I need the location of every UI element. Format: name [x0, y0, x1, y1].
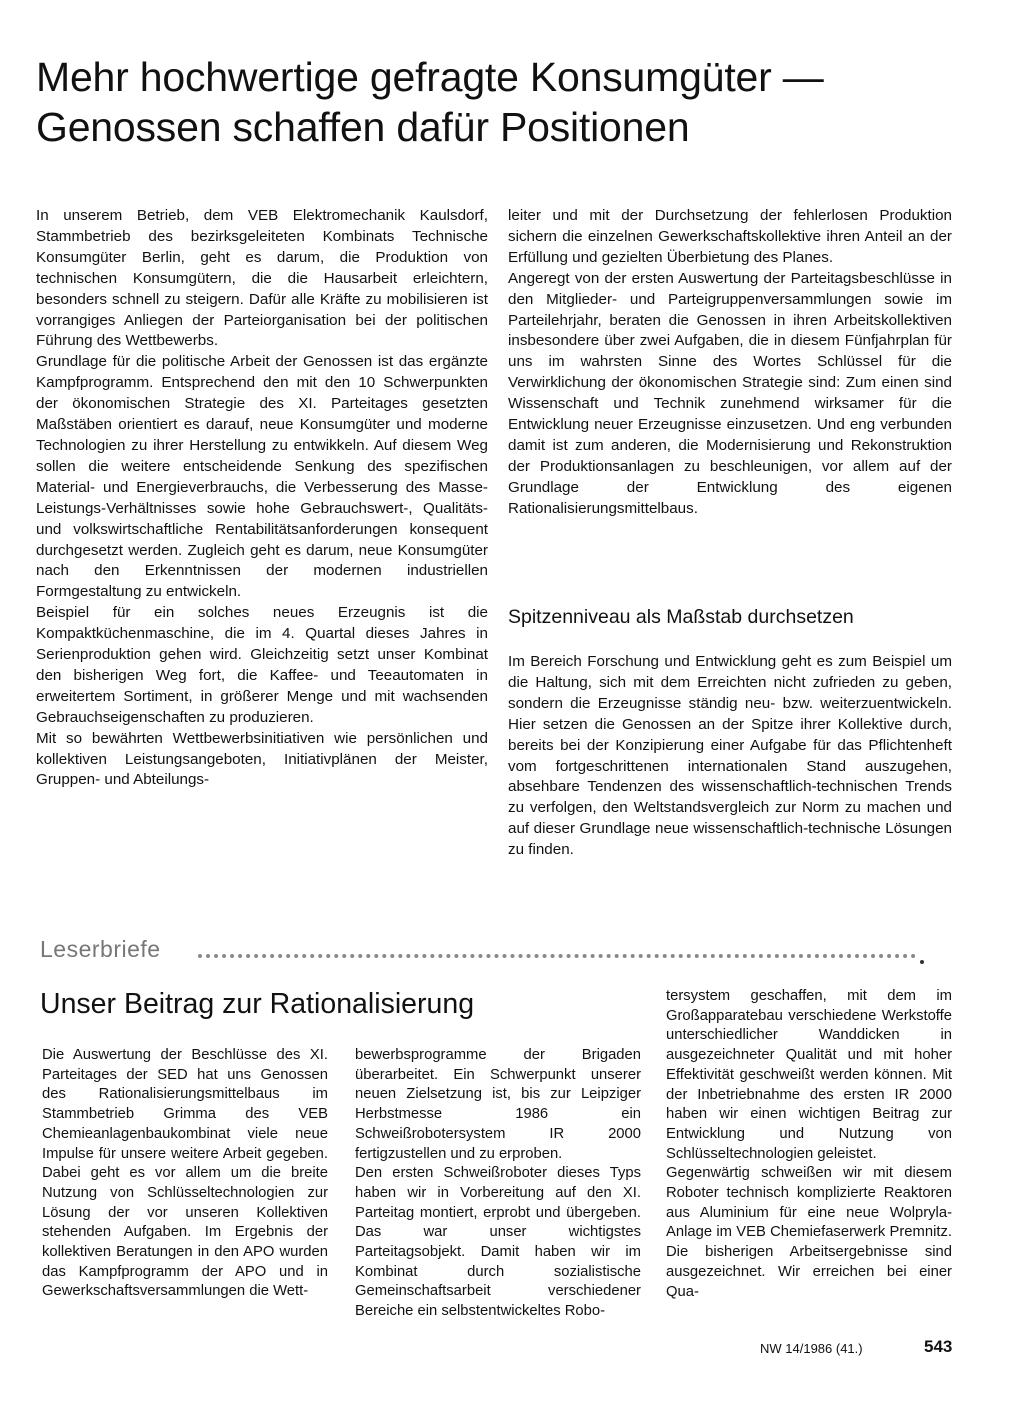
- article-subheading: Spitzenniveau als Maßstab durchsetzen: [508, 606, 854, 628]
- article-paragraph: Grundlage für die politische Arbeit der Genossen ist das ergänzte Kampfprogramm. Entsprechend den mit den 10 Schwerpunkten der ökonomischen Strategie des XI. Parteitages gesetzten Maßstäben orientiert es darauf, neue Konsumgüter und moderne Technologien zu ihrer Herstellung zu entwikkeln. Auf diesem Weg sollen die weitere entscheidende Senkung des spezifischen Material- und Energieverbrauchs, die Verbesserung des Masse-Leistungs-Verhältnisses sowie hohe Gebrauchswert-, Qualitäts- und volkswirtschaftliche Rentabilitätsanforderungen konsequent durchgesetzt werden. Zugleich geht es darum, neue Konsumgüter nach den Erkenntnissen der modernen industriellen Formgestaltung zu entwickeln.: [36, 353, 488, 601]
- article-paragraph: leiter und mit der Durchsetzung der fehlerlosen Produktion sichern die einzelnen Gewerkschaftskollektive ihren Anteil an der Erfüllung und gezielten Überbietung des Planes.: [508, 207, 952, 266]
- letter-paragraph: bewerbsprogramme der Brigaden überarbeitet. Ein Schwerpunkt unserer neuen Zielsetzung ist, bis zur Leipziger Herbstmesse 1986 ein Schweißrobotersystem IR 2000 fertigzustellen und zu erproben.: [355, 1047, 641, 1162]
- divider-dot: [920, 960, 924, 964]
- article-paragraph: Beispiel für ein solches neues Erzeugnis ist die Kompaktküchenmaschine, die im 4. Quartal dieses Jahres in Serienproduktion gehen wird. Gleichzeitig setzt unser Kombinat den bisherigen Weg fort, die Kaffee- und Teeautomaten in erweitertem Sortiment, in größerer Menge und mit wachsenden Gebrauchseigenschaften zu produzieren.: [36, 604, 488, 726]
- headline-line-1: Mehr hochwertige gefragte Konsumgüter —: [36, 54, 824, 100]
- letter-column-3: [666, 987, 952, 1302]
- letter-column-2: [355, 1046, 641, 1322]
- letter-paragraph: Die Auswertung der Beschlüsse des XI. Parteitages der SED hat uns Genossen des Rationalisierungsmittelbaus im Stammbetrieb Grimma des VEB Chemieanlagenbaukombinat viele neue Impulse für unsere weitere Arbeit gegeben. Dabei geht es vor allem um die breite Nutzung von Schlüsseltechnologien zur Lösung der vor unseren Kollektiven stehenden Aufgaben. Im Ergebnis der kollektiven Beratungen in den APO wurden das Kampfprogramm der APO und in Gewerkschaftsversammlungen die Wett-: [42, 1047, 328, 1300]
- section-divider: [198, 954, 916, 958]
- letter-paragraph: tersystem geschaffen, mit dem im Großapparatebau verschiedene Werkstoffe unterschiedlicher Wanddicken in ausgezeichneter Qualität und mit hoher Effektivität geschweißt werden können. Mit der Inbetriebnahme des ersten IR 2000 haben wir einen wichtigen Beitrag zur Entwicklung und Nutzung von Schlüsseltechnologien geleistet.: [666, 988, 952, 1162]
- issue-reference: NW 14/1986 (41.): [760, 1341, 863, 1356]
- article-paragraph: Im Bereich Forschung und Entwicklung geht es zum Beispiel um die Haltung, sich mit dem Erreichten nicht zufrieden zu geben, sondern die Erzeugnisse ständig neu- bzw. weiterzuentwickeln. Hier setzen die Genossen an der Spitze ihrer Kollektive durch, bereits bei der Konzipierung einer Aufgabe für das Pflichtenheft vom fortgeschrittenen internationalen Stand auszugehen, absehbare Tendenzen des wissenschaftlich-technischen Trends zu verfolgen, den Weltstandsvergleich zur Norm zu machen und auf dieser Grundlage neue wissenschaftlich-technische Lösungen zu finden.: [508, 653, 952, 859]
- article-paragraph: In unserem Betrieb, dem VEB Elektromechanik Kaulsdorf, Stammbetrieb des bezirksgeleiteten Kombinats Technische Konsumgüter Berlin, geht es darum, die Produktion von technischen Konsumgütern, die die Hausarbeit erleichtern, besonders schnell zu steigern. Dafür alle Kräfte zu mobilisieren ist vorrangiges Anliegen der Parteiorganisation bei der politischen Führung des Wettbewerbs.: [36, 207, 488, 350]
- page-number: 543: [924, 1337, 953, 1356]
- letter-paragraph: Den ersten Schweißroboter dieses Typs haben wir in Vorbereitung auf den XI. Parteitag montiert, erprobt und übergeben. Das war unser wichtigstes Parteitagsobjekt. Damit haben wir im Kombinat durch sozialistische Gemeinschaftsarbeit verschiedener Bereiche ein selbstentwickeltes Robo-: [355, 1165, 641, 1320]
- article-paragraph: Mit so bewährten Wettbewerbsinitiativen wie persönlichen und kollektiven Leistungsangeboten, Initiativplänen der Meister, Gruppen- und Abteilungs-: [36, 729, 488, 789]
- letter-column-1: [42, 1046, 328, 1302]
- section-rubric: Leserbriefe: [40, 936, 161, 962]
- article-column-1: [36, 206, 488, 791]
- letter-title: Unser Beitrag zur Rationalisierung: [40, 988, 475, 1020]
- headline: [36, 52, 996, 152]
- headline-line-2: Genossen schaffen dafür Positionen: [36, 104, 690, 150]
- article-column-2: [508, 206, 952, 520]
- letter-paragraph: Gegenwärtig schweißen wir mit diesem Roboter technisch komplizierte Reaktoren aus Aluminium für eine neue Wolpryla-Anlage im VEB Chemiefaserwerk Premnitz. Die bisherigen Arbeitsergebnisse sind ausgezeichnet. Wir erreichen bei einer Qua-: [666, 1165, 952, 1300]
- article-column-2-continued: [508, 652, 952, 861]
- article-paragraph: Angeregt von der ersten Auswertung der Parteitagsbeschlüsse in den Mitglieder- und Parteigruppenversammlungen sowie im Parteilehrjahr, beraten die Genossen in ihren Arbeitskollektiven insbesondere über zwei Aufgaben, die in diesem Fünfjahrplan für uns im wahrsten Sinne des Wortes Schlüssel für die Verwirklichung der ökonomischen Strategie sind: Zum einen sind Wissenschaft und Technik zunehmend wirksamer für die Entwicklung neuer Erzeugnisse einzusetzen. Und eng verbunden damit ist zum anderen, die Modernisierung und Rekonstruktion der Produktionsanlagen zu beschleunigen, vor allem auf der Grundlage der Entwicklung des eigenen Rationalisierungsmittelbaus.: [508, 269, 952, 517]
